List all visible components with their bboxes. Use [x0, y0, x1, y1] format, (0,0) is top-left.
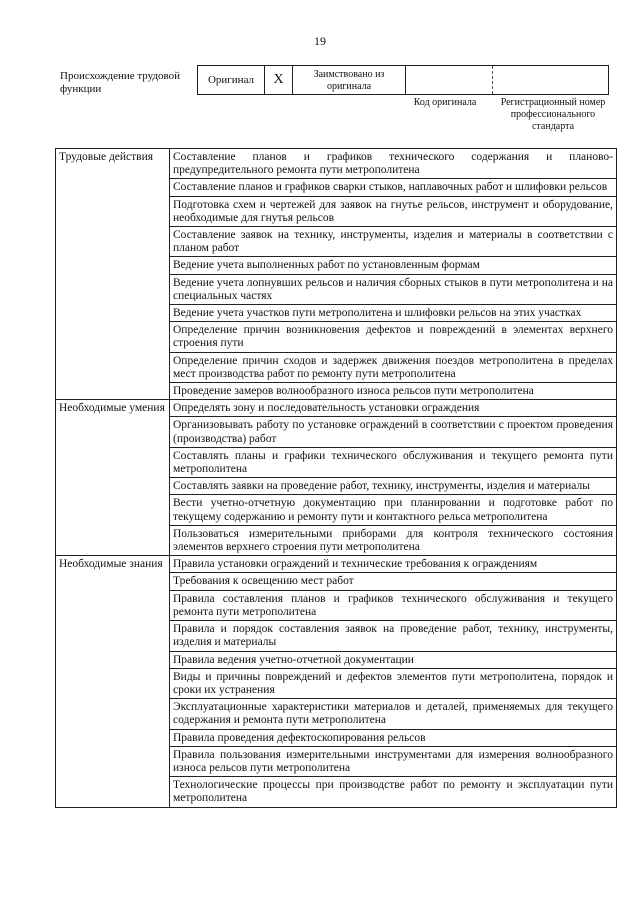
original-mark: X — [264, 66, 292, 94]
function-table — [55, 148, 617, 808]
code-caption: Код оригинала — [413, 97, 477, 108]
table-row — [56, 556, 617, 573]
table-item: Правила проведения дефектоскопирования рельсов — [170, 729, 617, 746]
origin-label: Происхождение трудовой функции — [60, 70, 181, 95]
section-title: Необходимые знания — [56, 556, 170, 807]
table-item: Составление планов и графиков сварки стыков, наплавочных работ и шлифовки рельсов — [170, 179, 617, 196]
table-item: Составление планов и графиков технического содержания и планово-предупредительного ремонта пути метрополитена — [170, 149, 617, 179]
table-item: Проведение замеров волнообразного износа рельсов пути метрополитена — [170, 383, 617, 400]
table-item: Технологические процессы при производстве работ по ремонту и эксплуатации пути метрополитена — [170, 777, 617, 807]
registration-caption: Регистрационный номер профессионального стандарта — [500, 97, 606, 132]
table-item: Вести учетно-отчетную документацию при планировании и подготовке работ по текущему содержанию и ремонту пути и контактного рельса метрополитена — [170, 495, 617, 525]
original-code-cell — [405, 66, 492, 94]
table-item: Правила и порядок составления заявок на проведение работ, технику, инструменты, изделия и материалы — [170, 621, 617, 651]
table-item: Ведение учета участков пути метрополитена и шлифовки рельсов на этих участках — [170, 305, 617, 322]
table-item: Организовывать работу по установке ограждений в соответствии с проектом проведения (производства) работ — [170, 417, 617, 447]
table-item: Ведение учета выполненных работ по установленным формам — [170, 257, 617, 274]
table-item: Ведение учета лопнувших рельсов и наличия сборных стыков в пути метрополитена и на специальных частях — [170, 274, 617, 304]
registration-number-cell — [492, 66, 608, 94]
table-item: Пользоваться измерительными приборами для контроля технического состояния элементов верхнего строения пути метрополитена — [170, 525, 617, 555]
section-title: Трудовые действия — [56, 149, 170, 400]
table-row — [56, 149, 617, 179]
table-item: Правила пользования измерительными инструментами для измерения волнообразного износа рельсов пути метрополитена — [170, 746, 617, 776]
table-item: Требования к освещению мест работ — [170, 573, 617, 590]
table-item: Составлять заявки на проведение работ, технику, инструменты, изделия и материалы — [170, 478, 617, 495]
table-item: Составлять планы и графики технического обслуживания и текущего ремонта пути метрополитена — [170, 447, 617, 477]
original-cell: Оригинал — [207, 74, 255, 86]
table-item: Определение причин возникновения дефектов и повреждений в элементах верхнего строения пути — [170, 322, 617, 352]
table-row — [56, 400, 617, 417]
table-item: Эксплуатационные характеристики материалов и деталей, применяемых для текущего содержания и ремонта пути метрополитена — [170, 699, 617, 729]
table-item: Правила ведения учетно-отчетной документации — [170, 651, 617, 668]
table-item: Правила составления планов и графиков технического обслуживания и текущего ремонта пути метрополитена — [170, 590, 617, 620]
table-item: Виды и причины повреждений и дефектов элементов пути метрополитена, порядок и сроки их устранения — [170, 668, 617, 698]
table-item: Правила установки ограждений и технические требования к ограждениям — [170, 556, 617, 573]
table-item: Составление заявок на технику, инструменты, изделия и материалы в соответствии с планом работ — [170, 227, 617, 257]
borrowed-cell: Заимствовано из оригинала — [292, 66, 405, 94]
section-title: Необходимые умения — [56, 400, 170, 556]
table-item: Определять зону и последовательность установки ограждения — [170, 400, 617, 417]
origin-box — [197, 65, 609, 95]
table-item: Подготовка схем и чертежей для заявок на гнутье рельсов, инструмент и оборудование, необходимые для гнутья рельсов — [170, 196, 617, 226]
page-number: 19 — [314, 34, 326, 48]
table-item: Определение причин сходов и задержек движения поездов метрополитена в пределах мест производства работ по ремонту пути метрополитена — [170, 352, 617, 382]
